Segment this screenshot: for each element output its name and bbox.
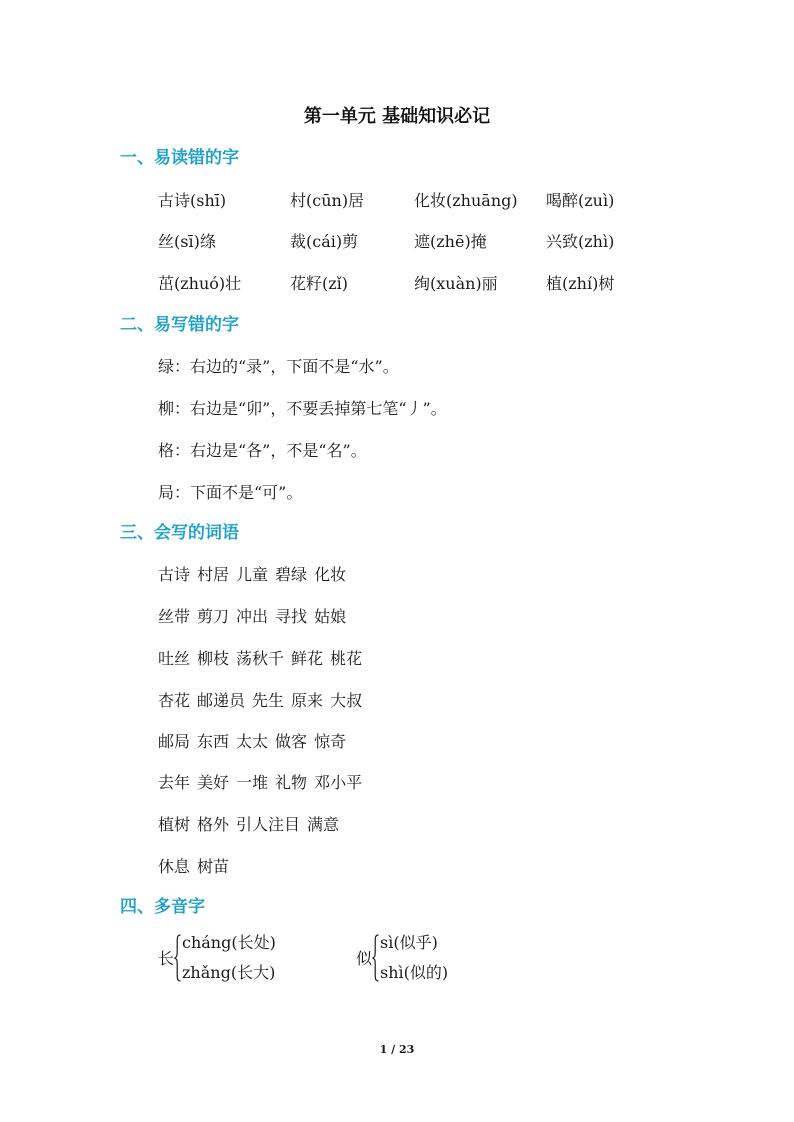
vocabulary-word: 引人注目	[236, 815, 301, 834]
vocabulary-word: 碧绿	[275, 565, 308, 584]
vocabulary-word: 原来	[291, 691, 324, 710]
polyphonic-reading: sì(似乎)	[380, 933, 438, 952]
vocabulary-line	[158, 854, 236, 880]
misread-item: 化妆(zhuāng)	[414, 191, 518, 210]
curly-brace-icon	[372, 934, 379, 982]
vocabulary-word: 先生	[252, 691, 285, 710]
polyphonic-character: 似	[356, 949, 373, 968]
vocabulary-word: 满意	[307, 815, 340, 834]
vocabulary-word: 大叔	[330, 691, 363, 710]
misread-item: 村(cūn)居	[290, 191, 365, 210]
vocabulary-word: 杏花	[158, 691, 191, 710]
misread-item: 喝醉(zuì)	[546, 191, 615, 210]
vocabulary-line	[158, 812, 346, 838]
miswritten-note: 柳：右边是“卯”，不要丢掉第七笔“丿”。	[158, 399, 447, 418]
vocabulary-line	[158, 729, 353, 755]
misread-item: 遮(zhē)掩	[414, 232, 487, 251]
misread-item: 兴致(zhì)	[546, 232, 615, 251]
polyphonic-reading: zhǎng(长大)	[182, 963, 276, 982]
vocabulary-line	[158, 604, 353, 630]
misread-item: 丝(sī)绦	[158, 232, 216, 251]
vocabulary-word: 美好	[197, 773, 230, 792]
page-number: 1 / 23	[379, 1043, 415, 1056]
polyphonic-reading: cháng(长处)	[182, 933, 276, 952]
vocabulary-word: 树苗	[197, 857, 230, 876]
miswritten-note: 格：右边是“各”，不是“名”。	[158, 441, 367, 460]
vocabulary-word: 邓小平	[314, 773, 363, 792]
vocabulary-word: 植树	[158, 815, 191, 834]
vocabulary-word: 做客	[275, 732, 308, 751]
misread-row	[158, 271, 678, 297]
vocabulary-line	[158, 770, 369, 796]
vocabulary-word: 吐丝	[158, 649, 191, 668]
polyphonic-character: 长	[158, 949, 175, 968]
vocabulary-word: 寻找	[275, 607, 308, 626]
vocabulary-word: 柳枝	[197, 649, 230, 668]
section-heading-polyphonic-characters: 四、多音字	[120, 897, 205, 917]
vocabulary-word: 太太	[236, 732, 269, 751]
vocabulary-word: 化妆	[314, 565, 347, 584]
vocabulary-word: 冲出	[236, 607, 269, 626]
curly-brace-icon	[174, 934, 181, 982]
vocabulary-word: 古诗	[158, 565, 191, 584]
misread-row	[158, 229, 678, 255]
misread-item: 植(zhí)树	[546, 274, 615, 293]
misread-item: 茁(zhuó)壮	[158, 274, 242, 293]
vocabulary-word: 鲜花	[291, 649, 324, 668]
misread-row	[158, 188, 678, 214]
misread-item: 裁(cái)剪	[290, 232, 359, 251]
section-heading-miswritten-characters: 二、易写错的字	[120, 315, 239, 335]
vocabulary-word: 丝带	[158, 607, 191, 626]
vocabulary-word: 邮局	[158, 732, 191, 751]
misread-item: 花籽(zǐ)	[290, 274, 349, 293]
vocabulary-word: 剪刀	[197, 607, 230, 626]
vocabulary-line	[158, 688, 369, 714]
vocabulary-word: 姑娘	[314, 607, 347, 626]
vocabulary-word: 惊奇	[314, 732, 347, 751]
polyphonic-reading: shì(似的)	[380, 963, 449, 982]
section-heading-misread-characters: 一、易读错的字	[120, 148, 239, 168]
miswritten-note: 绿：右边的“录”，下面不是“水”。	[158, 357, 399, 376]
miswritten-note: 局：下面不是“可”。	[158, 483, 303, 502]
vocabulary-word: 村居	[197, 565, 230, 584]
vocabulary-word: 休息	[158, 857, 191, 876]
section-heading-vocabulary: 三、会写的词语	[120, 523, 239, 543]
vocabulary-line	[158, 646, 369, 672]
vocabulary-word: 桃花	[330, 649, 363, 668]
vocabulary-word: 一堆	[236, 773, 269, 792]
page-title: 第一单元 基础知识必记	[303, 106, 491, 127]
vocabulary-word: 礼物	[275, 773, 308, 792]
vocabulary-word: 邮递员	[197, 691, 246, 710]
vocabulary-word: 儿童	[236, 565, 269, 584]
vocabulary-word: 去年	[158, 773, 191, 792]
vocabulary-line	[158, 562, 353, 588]
vocabulary-word: 东西	[197, 732, 230, 751]
misread-item: 古诗(shī)	[158, 191, 227, 210]
vocabulary-word: 格外	[197, 815, 230, 834]
vocabulary-word: 荡秋千	[236, 649, 285, 668]
misread-item: 绚(xuàn)丽	[414, 274, 498, 293]
